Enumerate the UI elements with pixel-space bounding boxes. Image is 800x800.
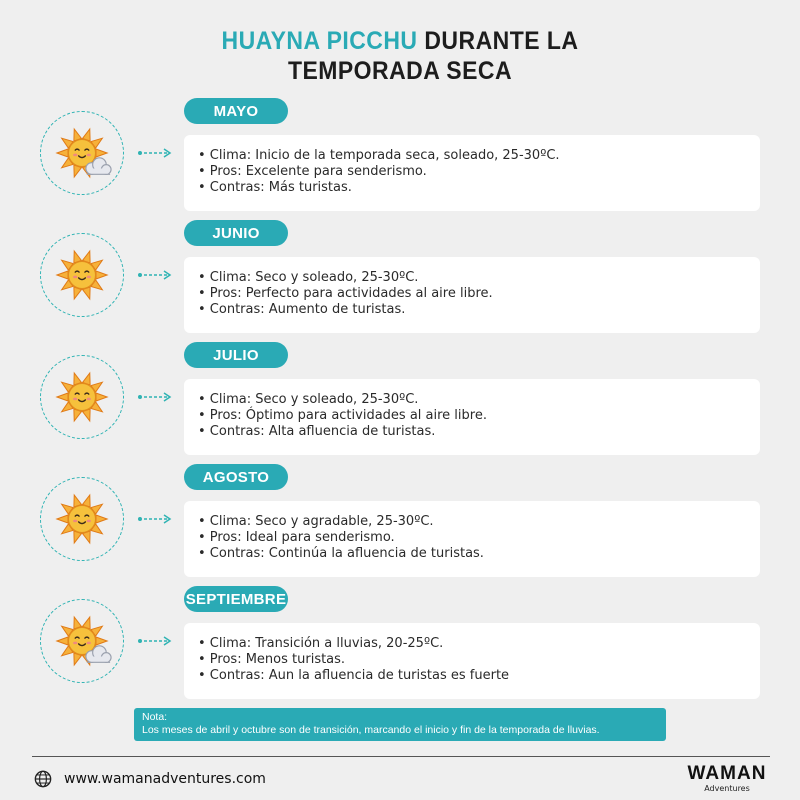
weather-icon-circle (40, 233, 124, 317)
climate-line: • Clima: Seco y soleado, 25-30ºC. (198, 270, 419, 285)
sun-icon (51, 244, 113, 306)
title-rest: DURANTE LA (424, 27, 579, 55)
month-row (0, 98, 800, 220)
month-details-card (184, 501, 760, 577)
title-highlight: HUAYNA PICCHU (221, 27, 418, 55)
climate-line: • Clima: Transición a lluvias, 20-25ºC. (198, 636, 444, 651)
sun-cloud-icon (51, 610, 113, 672)
month-row (0, 586, 800, 708)
pros-line: • Pros: Perfecto para actividades al aire libre. (198, 286, 493, 301)
sun-icon (51, 366, 113, 428)
month-label: JULIO (184, 342, 288, 368)
sun-cloud-icon (51, 122, 113, 184)
pros-line: • Pros: Ideal para senderismo. (198, 530, 395, 545)
footer-divider (32, 756, 770, 757)
weather-icon-circle (40, 111, 124, 195)
cons-line: • Contras: Continúa la afluencia de turistas. (198, 546, 484, 561)
climate-line: • Clima: Seco y agradable, 25-30ºC. (198, 514, 434, 529)
arrow-right-icon (138, 270, 172, 280)
month-row (0, 220, 800, 342)
month-label: JUNIO (184, 220, 288, 246)
arrow-right-icon (138, 148, 172, 158)
website-link[interactable]: www.wamanadventures.com (64, 771, 266, 787)
weather-icon-circle (40, 599, 124, 683)
month-details-card (184, 135, 760, 211)
cons-line: • Contras: Más turistas. (198, 180, 352, 195)
climate-line: • Clima: Seco y soleado, 25-30ºC. (198, 392, 419, 407)
cons-line: • Contras: Alta afluencia de turistas. (198, 424, 436, 439)
month-label: SEPTIEMBRE (184, 586, 288, 612)
brand-subtitle: Adventures (704, 784, 750, 793)
weather-icon-circle (40, 477, 124, 561)
sun-icon (51, 488, 113, 550)
climate-line: • Clima: Inicio de la temporada seca, soleado, 25-30ºC. (198, 148, 560, 163)
month-row (0, 464, 800, 586)
month-row (0, 342, 800, 464)
month-label: MAYO (184, 98, 288, 124)
month-details-card (184, 379, 760, 455)
brand-name: WAMAN (687, 763, 767, 784)
page-title (32, 26, 768, 86)
cons-line: • Contras: Aumento de turistas. (198, 302, 406, 317)
pros-line: • Pros: Excelente para senderismo. (198, 164, 427, 179)
note-label: Nota: (142, 711, 168, 723)
pros-line: • Pros: Menos turistas. (198, 652, 346, 667)
weather-icon-circle (40, 355, 124, 439)
pros-line: • Pros: Óptimo para actividades al aire libre. (198, 408, 487, 423)
cons-line: • Contras: Aun la afluencia de turistas es fuerte (198, 668, 510, 683)
globe-icon (34, 770, 52, 788)
brand-logo (684, 764, 770, 794)
arrow-right-icon (138, 392, 172, 402)
note-text: Los meses de abril y octubre son de transición, marcando el inicio y fin de la temporada de lluvias. (142, 724, 600, 736)
arrow-right-icon (138, 636, 172, 646)
note-box (134, 708, 666, 741)
month-details-card (184, 623, 760, 699)
title-line-2: TEMPORADA SECA (287, 57, 513, 85)
month-label: AGOSTO (184, 464, 288, 490)
month-details-card (184, 257, 760, 333)
arrow-right-icon (138, 514, 172, 524)
